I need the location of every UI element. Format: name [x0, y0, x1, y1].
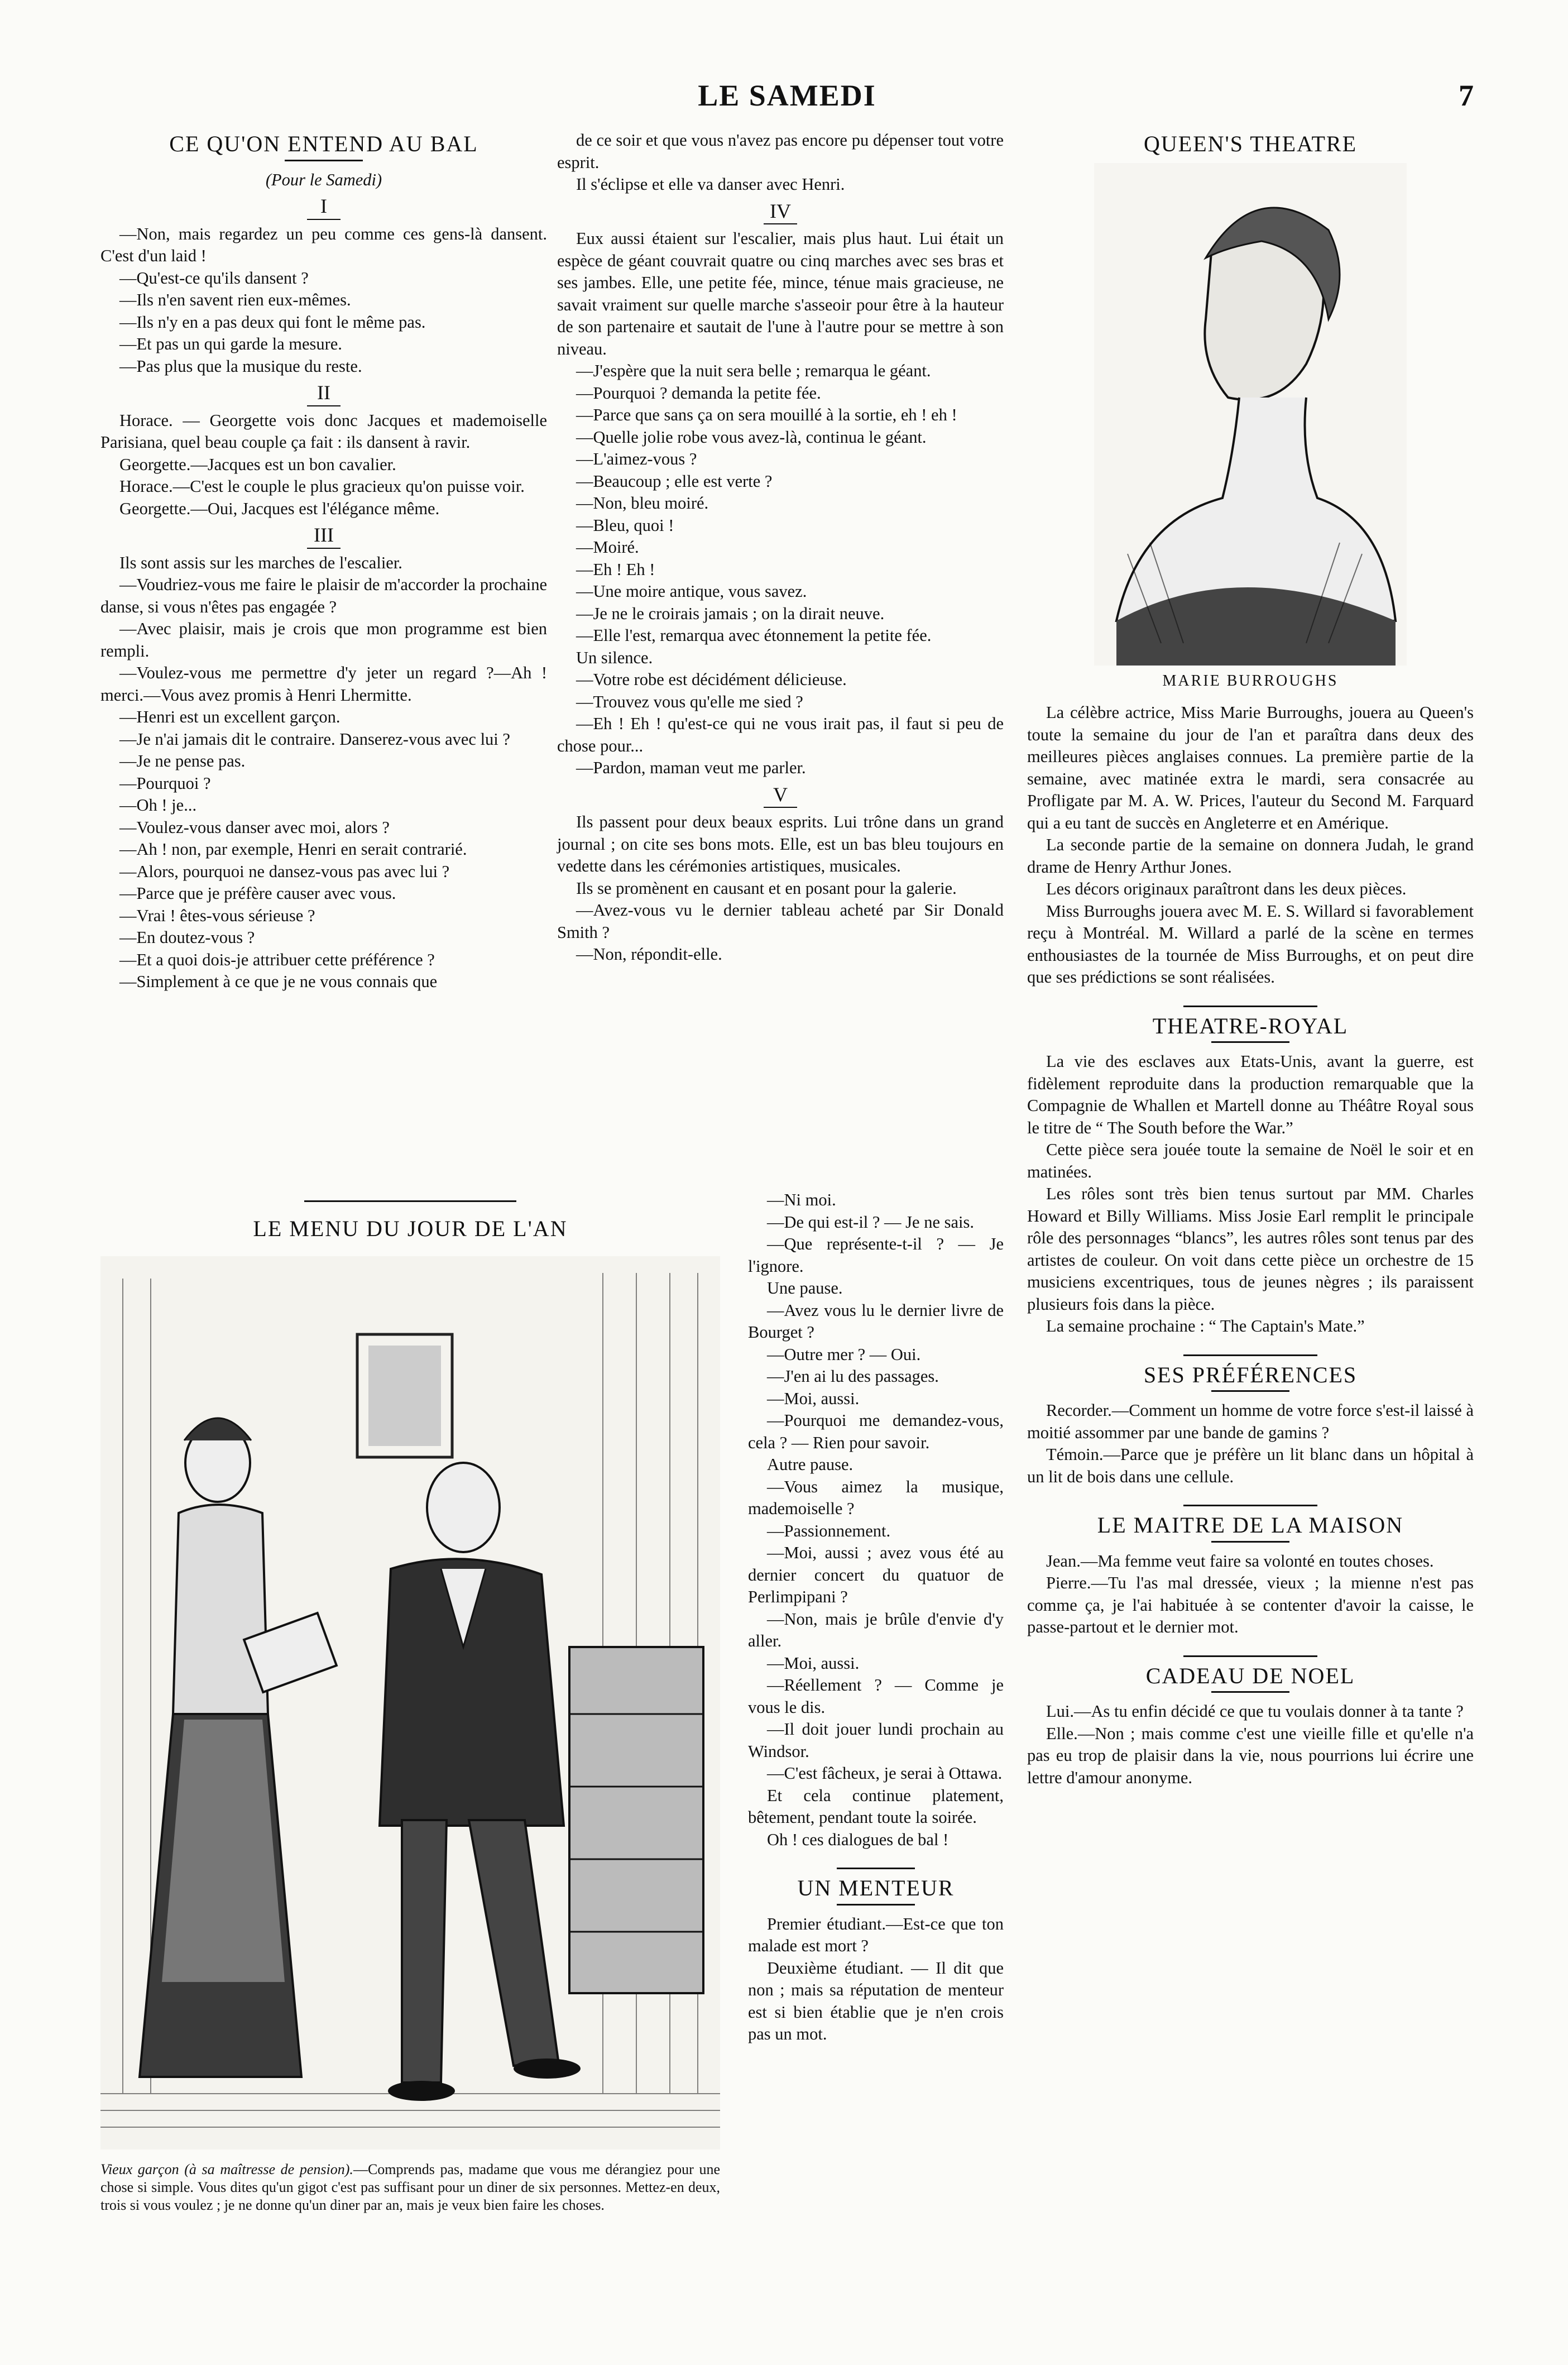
- menu-illustration: [100, 1256, 720, 2149]
- paragraph: Horace.—C'est le couple le plus gracieux qu'on puisse voir.: [119, 477, 525, 496]
- royal-title: THEATRE-ROYAL: [1152, 1013, 1349, 1038]
- paragraph: Ils se promènent en causant et en posant pour la galerie.: [576, 878, 957, 898]
- paragraph: —Moi, aussi.: [767, 1389, 860, 1408]
- paragraph: La célèbre actrice, Miss Marie Burroughs, jouera au Queen's toute la semaine du jour de l'an et paraîtra dans deux des meilleures pièces anglaises connues. La première partie de la semaine, avec matinée extra le mardi, sera consacrée au Profligate par M. A. W. Prices, l'auteur du Second M. Farquard qui a eu tant de succès en Angleterre et en Amérique.: [1027, 703, 1474, 832]
- maitre-body: [1027, 1550, 1474, 1639]
- newspaper-title: LE SAMEDI: [698, 79, 876, 112]
- article-sections: [557, 200, 1004, 966]
- divider: [307, 548, 341, 549]
- paragraph: —Il doit jouer lundi prochain au Windsor.: [748, 1720, 1004, 1761]
- paragraph: Pierre.—Tu l'as mal dressée, vieux ; la mienne n'est pas comme ça, je l'ai habituée à se contenter d'avoir la caisse, le passe-partout et le dernier mot.: [1027, 1573, 1474, 1636]
- column-3: [1027, 130, 1474, 1789]
- paragraph: Lui.—As tu enfin décidé ce que tu voulais donner à ta tante ?: [1046, 1702, 1464, 1721]
- article-continuation: [557, 130, 1004, 196]
- paragraph: —Qu'est-ce qu'ils dansent ?: [119, 268, 309, 288]
- paragraph: —Réellement ? — Comme je vous le dis.: [748, 1675, 1004, 1717]
- preferences-title: SES PRÉFÉRENCES: [1143, 1362, 1358, 1387]
- paragraph: La vie des esclaves aux Etats-Unis, avant la guerre, est fidèlement reproduite dans la production remarquable que la Compagnie de Whallen et Martell donne au Théâtre Royal sous le titre de “ The South before the War.”: [1027, 1052, 1474, 1137]
- paragraph: Oh ! ces dialogues de bal !: [767, 1830, 949, 1849]
- paragraph: —Vous aimez la musique, mademoiselle ?: [748, 1477, 1004, 1518]
- paragraph: —Avez-vous vu le dernier tableau acheté par Sir Donald Smith ?: [557, 901, 1004, 942]
- paragraph: —Alors, pourquoi ne dansez-vous pas avec lui ?: [119, 861, 450, 881]
- article-title: CE QU'ON ENTEND AU BAL: [169, 131, 478, 156]
- paragraph: Recorder.—Comment un homme de votre force s'est-il laissé à moitié assommer par une bande de gamins ?: [1027, 1401, 1474, 1442]
- paragraph: —Pourquoi ?: [119, 773, 211, 793]
- paragraph: —Avec plaisir, mais je crois que mon programme est bien rempli.: [100, 619, 547, 660]
- paragraph: —L'aimez-vous ?: [576, 449, 697, 468]
- paragraph: —Ah ! non, par exemple, Henri en serait contrarié.: [119, 840, 467, 859]
- paragraph: —Eh ! Eh !: [576, 559, 655, 579]
- paragraph: —Quelle jolie robe vous avez-là, continua le géant.: [576, 427, 927, 447]
- paragraph: —J'en ai lu des passages.: [767, 1367, 939, 1386]
- paragraph: —Ni moi.: [767, 1190, 836, 1209]
- divider: [764, 807, 797, 808]
- paragraph: —De qui est-il ? — Je ne sais.: [767, 1212, 975, 1232]
- column-1: [100, 130, 547, 993]
- section-numeral: III: [314, 524, 334, 546]
- paragraph: —Parce que je préfère causer avec vous.: [119, 884, 396, 903]
- menteur-title: UN MENTEUR: [797, 1875, 955, 1900]
- article-sections: [100, 195, 547, 993]
- divider: [285, 160, 363, 161]
- paragraph: Horace. — Georgette vois donc Jacques et mademoiselle Parisiana, quel beau couple ça fait : ils dansent à ravir.: [100, 410, 547, 452]
- paragraph: Deuxième étudiant. — Il dit que non ; mais sa réputation de menteur est si bien établie que je n'en crois pas un mot.: [748, 1958, 1004, 2043]
- paragraph: —Bleu, quoi !: [576, 515, 674, 535]
- portrait-caption: MARIE BURROUGHS: [1162, 672, 1339, 690]
- paragraph: Les décors originaux paraîtront dans les deux pièces.: [1046, 879, 1407, 898]
- paragraph: —Eh ! Eh ! qu'est-ce qui ne vous irait pas, il faut si peu de chose pour...: [557, 714, 1004, 755]
- cadeau-title: CADEAU DE NOEL: [1145, 1663, 1355, 1688]
- article-subtitle: (Pour le Samedi): [265, 170, 382, 189]
- paragraph: —Pourquoi ? demanda la petite fée.: [576, 383, 821, 403]
- divider: [1183, 1505, 1317, 1506]
- divider: [307, 219, 341, 220]
- queens-title: QUEEN'S THEATRE: [1143, 131, 1357, 156]
- paragraph: Ils sont assis sur les marches de l'escalier.: [119, 553, 402, 572]
- section-numeral: II: [317, 381, 330, 404]
- paragraph: —Non, répondit-elle.: [576, 945, 722, 964]
- divider: [1211, 1390, 1289, 1392]
- paragraph: —Voulez-vous me permettre d'y jeter un regard ?—Ah ! merci.—Vous avez promis à Henri Lhermitte.: [100, 663, 547, 705]
- paragraph: Il s'éclipse et elle va danser avec Henri.: [576, 175, 845, 194]
- divider: [837, 1868, 915, 1869]
- maitre-title: LE MAITRE DE LA MAISON: [1097, 1512, 1404, 1538]
- section-numeral: V: [773, 783, 788, 806]
- section-numeral: IV: [770, 199, 791, 222]
- paragraph: —Non, bleu moiré.: [576, 494, 709, 513]
- paragraph: —Trouvez vous qu'elle me sied ?: [576, 692, 803, 711]
- paragraph: —Beaucoup ; elle est verte ?: [576, 471, 773, 491]
- paragraph: —Moiré.: [576, 538, 639, 557]
- paragraph: —Et pas un qui garde la mesure.: [119, 334, 342, 353]
- paragraph: Georgette.—Oui, Jacques est l'élégance même.: [119, 499, 440, 518]
- paragraph: Jean.—Ma femme veut faire sa volonté en toutes choses.: [1046, 1551, 1434, 1571]
- paragraph: —Henri est un excellent garçon.: [119, 707, 341, 726]
- paragraph: —Pardon, maman veut me parler.: [576, 758, 806, 777]
- divider: [1211, 1691, 1289, 1693]
- masthead: [100, 78, 1474, 123]
- paragraph: —Et a quoi dois-je attribuer cette préférence ?: [119, 950, 435, 969]
- caption-text: —Comprends pas, madame que vous me dérangiez pour une chose si simple. Vous dites qu'un gigot c'est pas suffisant pour un diner de six personnes. Mettez-en deux, trois si vous voulez ; je ne donne qu'un diner par an, mais je veux bien faire les choses.: [100, 2161, 720, 2213]
- paragraph: —Vrai ! êtes-vous sérieuse ?: [119, 906, 315, 925]
- paragraph: —Ils n'y en a pas deux qui font le même pas.: [119, 312, 426, 332]
- paragraph: Elle.—Non ; mais comme c'est une vieille fille et qu'elle n'a pas eu trop de plaisir dans la vie, nous pourrions lui écrire une lettre d'amour anonyme.: [1027, 1724, 1474, 1787]
- paragraph: —C'est fâcheux, je serai à Ottawa.: [767, 1764, 1003, 1783]
- paragraph: —J'espère que la nuit sera belle ; remarqua le géant.: [576, 361, 931, 380]
- menteur-body: [748, 1913, 1004, 2046]
- paragraph: Miss Burroughs jouera avec M. E. S. Willard si favorablement reçu à Montréal. M. Willard a parlé de la scène en termes enthousiastes de la tournée de Miss Burroughs, et on peut dire que ses prédictions se sont réalisées.: [1027, 901, 1474, 987]
- paragraph: —Que représente-t-il ? — Je l'ignore.: [748, 1234, 1004, 1276]
- menu-caption: [100, 2161, 720, 2214]
- paragraph: de ce soir et que vous n'avez pas encore pu dépenser tout votre esprit.: [557, 131, 1004, 172]
- paragraph: Autre pause.: [767, 1455, 853, 1474]
- divider: [1211, 1541, 1289, 1543]
- paragraph: —Voulez-vous danser avec moi, alors ?: [119, 817, 390, 837]
- paragraph: Et cela continue platement, bêtement, pendant toute la soirée.: [748, 1785, 1004, 1827]
- dialogue-continuation: [748, 1189, 1004, 1851]
- paragraph: Georgette.—Jacques est un bon cavalier.: [119, 454, 396, 474]
- paragraph: —Passionnement.: [767, 1521, 891, 1540]
- paragraph: La seconde partie de la semaine on donnera Judah, le grand drame de Henry Arthur Jones.: [1027, 835, 1474, 877]
- paragraph: Témoin.—Parce que je préfère un lit blanc dans un hôpital à un lit de bois dans une cellule.: [1027, 1445, 1474, 1486]
- divider: [837, 1904, 915, 1906]
- paragraph: Un silence.: [576, 648, 653, 667]
- menu-section: [100, 1200, 720, 1245]
- page-number: 7: [1459, 79, 1474, 112]
- divider: [1183, 1655, 1317, 1657]
- paragraph: Ils passent pour deux beaux esprits. Lui trône dans un grand journal ; on cite ses bons mots. Elle, est un bas bleu toujours en vedette dans les cérémonies artistiques, musicales.: [557, 812, 1004, 875]
- paragraph: Cette pièce sera jouée toute la semaine de Noël le soir et en matinées.: [1027, 1140, 1474, 1181]
- paragraph: —Pourquoi me demandez-vous, cela ? — Rien pour savoir.: [748, 1411, 1004, 1452]
- queens-body: [1027, 702, 1474, 989]
- paragraph: Les rôles sont très bien tenus surtout par MM. Charles Howard et Billy Williams. Miss Josie Earl remplit le principale rôle des personnages “blancs”, les autres rôles sont tenus par des artistes de couleur. On voit dans cette pièce un orchestre de 15 musiciens excentriques, tous de jeunes nègres ; ils paraissent plusieurs fois dans la pièce.: [1027, 1184, 1474, 1314]
- paragraph: —Outre mer ? — Oui.: [767, 1344, 921, 1364]
- engraving-image: [100, 1256, 720, 2149]
- divider: [764, 223, 797, 224]
- paragraph: —Votre robe est décidément délicieuse.: [576, 670, 847, 689]
- paragraph: Eux aussi étaient sur l'escalier, mais plus haut. Lui était un espèce de géant couvrait quatre ou cinq marches avec ses bras et ses jambes. Elle, une petite fée, mince, ténue mais gracieuse, ne savait vraiment sur quelle marche s'asseoir pour être à la hauteur de son partenaire et sautait de l'une à l'autre pour se mettre à son niveau.: [557, 229, 1004, 358]
- paragraph: —Pas plus que la musique du reste.: [119, 356, 362, 376]
- paragraph: —Simplement à ce que je ne vous connais que: [119, 972, 438, 991]
- portrait-frame: [1094, 163, 1407, 666]
- paragraph: —Ils n'en savent rien eux-mêmes.: [119, 290, 351, 309]
- caption-speaker: Vieux garçon (à sa maîtresse de pension).: [100, 2161, 353, 2177]
- paragraph: Premier étudiant.—Est-ce que ton malade est mort ?: [748, 1914, 1004, 1955]
- paragraph: —Je ne pense pas.: [119, 751, 246, 770]
- divider: [1211, 1041, 1289, 1043]
- paragraph: —Elle l'est, remarqua avec étonnement la petite fée.: [576, 626, 932, 645]
- paragraph: —Moi, aussi ; avez vous été au dernier concert du quatuor de Perlimpipani ?: [748, 1543, 1004, 1606]
- paragraph: —Oh ! je...: [119, 796, 197, 815]
- paragraph: Une pause.: [767, 1279, 843, 1298]
- paragraph: —Voudriez-vous me faire le plaisir de m'accorder la prochaine danse, si vous n'êtes pas engagée ?: [100, 575, 547, 616]
- paragraph: —Moi, aussi.: [767, 1653, 860, 1673]
- royal-body: [1027, 1051, 1474, 1338]
- section-numeral: I: [320, 195, 327, 217]
- paragraph: La semaine prochaine : “ The Captain's Mate.”: [1046, 1316, 1365, 1335]
- paragraph: —Parce que sans ça on sera mouillé à la sortie, eh ! eh !: [576, 405, 957, 424]
- column-2-narrow: [748, 1189, 1004, 2046]
- paragraph: —Avez vous lu le dernier livre de Bourget ?: [748, 1300, 1004, 1342]
- column-2: [557, 130, 1004, 966]
- paragraph: —Non, mais regardez un peu comme ces gens-là dansent. C'est d'un laid !: [100, 224, 547, 265]
- paragraph: —Je ne le croirais jamais ; on la dirait neuve.: [576, 604, 885, 623]
- cadeau-body: [1027, 1701, 1474, 1789]
- divider: [1183, 1006, 1317, 1007]
- preferences-body: [1027, 1400, 1474, 1488]
- portrait-image: [1094, 163, 1407, 666]
- paragraph: —Non, mais je brûle d'envie d'y aller.: [748, 1609, 1004, 1650]
- paragraph: —Une moire antique, vous savez.: [576, 582, 807, 601]
- paragraph: —En doutez-vous ?: [119, 928, 255, 947]
- divider: [304, 1200, 516, 1202]
- divider: [1183, 1354, 1317, 1356]
- menu-title: LE MENU DU JOUR DE L'AN: [253, 1216, 568, 1241]
- paragraph: —Je n'ai jamais dit le contraire. Danserez-vous avec lui ?: [119, 729, 510, 749]
- divider: [307, 405, 341, 406]
